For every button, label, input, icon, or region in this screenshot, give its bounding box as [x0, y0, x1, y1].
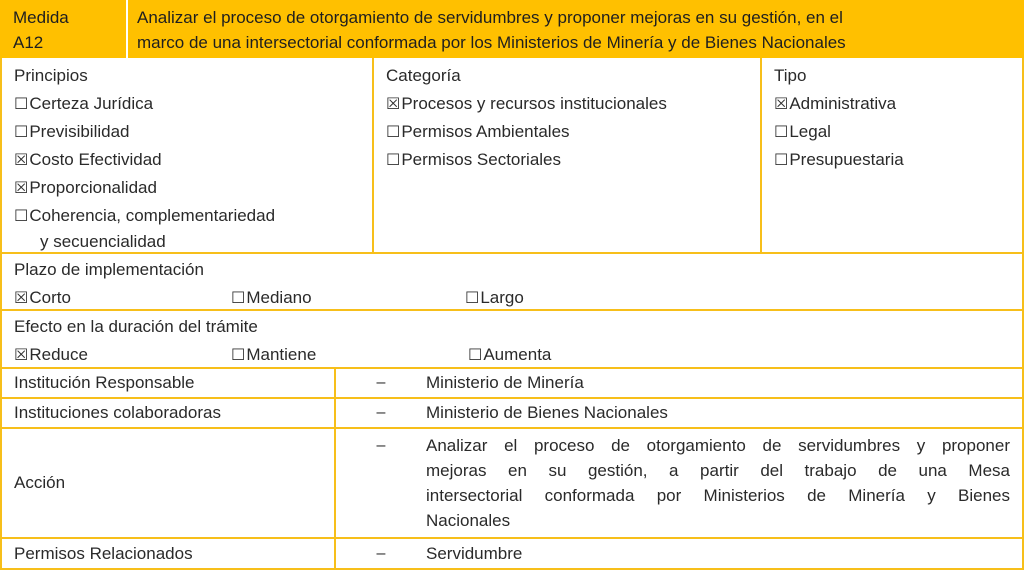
- dash-bullet: –: [376, 374, 386, 391]
- checkbox-label: Certeza Jurídica: [29, 94, 154, 113]
- responsable-row: [0, 369, 1024, 399]
- checkbox-item[interactable]: [386, 90, 760, 118]
- measure-title-line: marco de una intersectorial conformada por los Ministerios de Minería y de Bienes Nacionales: [137, 33, 846, 52]
- tipo-column: [762, 58, 1022, 252]
- unchecked-box-icon[interactable]: ☐: [774, 122, 789, 141]
- principios-column: [2, 58, 374, 252]
- checked-box-icon[interactable]: ☒: [14, 178, 29, 197]
- checked-box-icon[interactable]: ☒: [14, 345, 29, 364]
- measure-title: [128, 0, 1024, 58]
- unchecked-box-icon[interactable]: ☐: [468, 345, 483, 364]
- efecto-heading: Efecto en la duración del trámite: [14, 317, 258, 336]
- efecto-options: [14, 339, 1022, 369]
- responsable-value: Ministerio de Minería: [426, 373, 584, 392]
- unchecked-box-icon[interactable]: ☐: [14, 94, 29, 113]
- measure-header: [0, 0, 1024, 58]
- efecto-section: [0, 311, 1024, 369]
- option-label: Aumenta: [483, 345, 552, 364]
- accion-value: [426, 429, 1022, 537]
- colaboradoras-value: Ministerio de Bienes Nacionales: [426, 403, 668, 422]
- categoria-heading: Categoría: [386, 66, 461, 85]
- checkbox-item[interactable]: [774, 146, 1022, 174]
- permisos-row: [0, 539, 1024, 570]
- checkbox-item[interactable]: [774, 118, 1022, 146]
- plazo-heading: Plazo de implementación: [14, 260, 204, 279]
- principios-heading: Principios: [14, 66, 88, 85]
- checkbox-item[interactable]: [386, 118, 760, 146]
- checkbox-label: Permisos Ambientales: [401, 122, 570, 141]
- checkbox-label: Legal: [789, 122, 831, 141]
- checkbox-label: Proporcionalidad: [29, 178, 157, 197]
- plazo-section: [0, 254, 1024, 311]
- checked-box-icon[interactable]: ☒: [14, 288, 29, 307]
- measure-title-line: Analizar el proceso de otorgamiento de servidumbres y proponer mejoras en su gestión, en el: [137, 8, 843, 27]
- permisos-value: Servidumbre: [426, 543, 523, 563]
- unchecked-box-icon[interactable]: ☐: [14, 122, 29, 141]
- checked-box-icon[interactable]: ☒: [14, 150, 29, 169]
- categoria-column: [374, 58, 762, 252]
- permisos-label: Permisos Relacionados: [2, 539, 336, 568]
- efecto-option-mantiene[interactable]: [231, 341, 316, 369]
- checkbox-label-continuation: y secuencialidad: [40, 232, 166, 251]
- option-label: Mantiene: [246, 345, 317, 364]
- plazo-option-mediano[interactable]: [231, 284, 312, 312]
- accion-value-line: mejoras en su gestión, a partir del trabajo de una Mesa: [426, 461, 1010, 480]
- unchecked-box-icon[interactable]: ☐: [231, 288, 246, 307]
- option-label: Reduce: [29, 345, 88, 364]
- measure-id-cell: [0, 0, 128, 58]
- efecto-option-aumenta[interactable]: [468, 341, 551, 369]
- colaboradoras-label: Instituciones colaboradoras: [2, 399, 336, 427]
- unchecked-box-icon[interactable]: ☐: [14, 206, 29, 225]
- unchecked-box-icon[interactable]: ☐: [231, 345, 246, 364]
- checkbox-item[interactable]: [14, 90, 372, 118]
- checkbox-label: Administrativa: [789, 94, 897, 113]
- accion-value-line: Nacionales: [426, 511, 511, 530]
- checkbox-label: Permisos Sectoriales: [401, 150, 562, 169]
- dash-bullet: –: [376, 437, 386, 454]
- accion-label: Acción: [2, 429, 336, 537]
- unchecked-box-icon[interactable]: ☐: [386, 150, 401, 169]
- plazo-options: [14, 282, 1022, 312]
- checkbox-item[interactable]: [14, 146, 372, 174]
- checkbox-item[interactable]: [14, 174, 372, 202]
- checkbox-item[interactable]: [386, 146, 760, 174]
- checkbox-item[interactable]: [14, 118, 372, 146]
- checkbox-item[interactable]: [774, 90, 1022, 118]
- option-label: Largo: [480, 288, 524, 307]
- plazo-option-corto[interactable]: [14, 284, 71, 312]
- checkbox-item[interactable]: [14, 202, 372, 230]
- option-label: Mediano: [246, 288, 312, 307]
- measure-code: A12: [13, 33, 44, 52]
- checkbox-label: Coherencia, complementariedad: [29, 206, 276, 225]
- dash-bullet: –: [376, 544, 386, 562]
- checked-box-icon[interactable]: ☒: [386, 94, 401, 113]
- unchecked-box-icon[interactable]: ☐: [465, 288, 480, 307]
- checkbox-label: Procesos y recursos institucionales: [401, 94, 667, 113]
- plazo-option-largo[interactable]: [465, 284, 524, 312]
- accion-row: [0, 429, 1024, 539]
- measure-label: Medida: [13, 8, 69, 27]
- efecto-option-reduce[interactable]: [14, 341, 88, 369]
- checkbox-label: Previsibilidad: [29, 122, 130, 141]
- checked-box-icon[interactable]: ☒: [774, 94, 789, 113]
- unchecked-box-icon[interactable]: ☐: [774, 150, 789, 169]
- colaboradoras-row: [0, 399, 1024, 429]
- dash-bullet: –: [376, 404, 386, 421]
- option-label: Corto: [29, 288, 71, 307]
- tipo-heading: Tipo: [774, 66, 807, 85]
- accion-value-line: intersectorial conformada por Ministerios de Minería y Bienes: [426, 486, 1010, 505]
- unchecked-box-icon[interactable]: ☐: [386, 122, 401, 141]
- accion-value-line: Analizar el proceso de otorgamiento de servidumbres y proponer: [426, 436, 1010, 455]
- responsable-label: Institución Responsable: [2, 369, 336, 397]
- checkbox-label: Costo Efectividad: [29, 150, 162, 169]
- checkbox-label: Presupuestaria: [789, 150, 904, 169]
- classification-section: [0, 58, 1024, 254]
